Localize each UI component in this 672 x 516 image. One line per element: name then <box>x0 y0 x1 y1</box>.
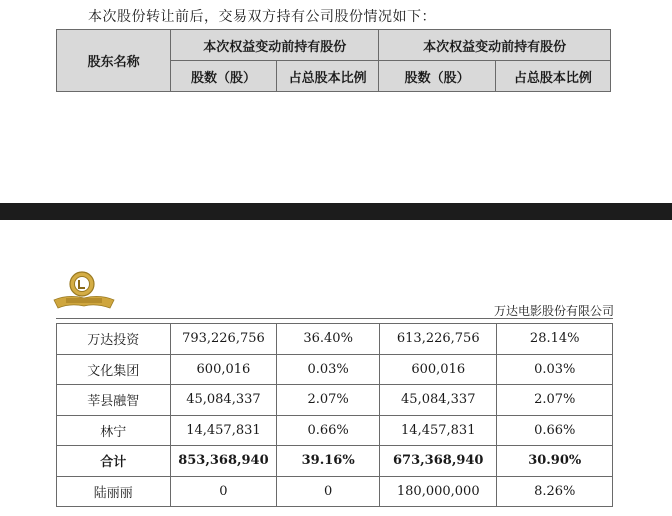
cell-after-shares: 613,226,756 <box>380 324 497 355</box>
cell-after-shares: 180,000,000 <box>380 476 497 507</box>
table-row <box>57 385 613 416</box>
header-after-ratio: 占总股本比例 <box>495 61 610 92</box>
shareholding-header-table <box>56 29 611 92</box>
header-group-before: 本次权益变动前持有股份 <box>171 30 379 61</box>
cell-before-ratio: 36.40% <box>277 324 380 355</box>
cell-before-shares: 853,368,940 <box>170 446 277 477</box>
cell-before-shares: 793,226,756 <box>170 324 277 355</box>
cell-after-ratio: 8.26% <box>497 476 613 507</box>
cell-before-ratio: 0.03% <box>277 354 380 385</box>
cell-name: 文化集团 <box>57 354 171 385</box>
cell-after-shares: 673,368,940 <box>380 446 497 477</box>
cell-name: 莘县融智 <box>57 385 171 416</box>
header-before-ratio: 占总股本比例 <box>276 61 378 92</box>
shareholding-data-table <box>56 323 613 507</box>
cell-before-ratio: 2.07% <box>277 385 380 416</box>
company-name: 万达电影股份有限公司 <box>493 304 614 318</box>
cell-after-ratio: 0.66% <box>497 415 613 446</box>
table-row <box>57 354 613 385</box>
table-row <box>57 415 613 446</box>
cell-before-ratio: 0.66% <box>277 415 380 446</box>
cell-name: 林宁 <box>57 415 171 446</box>
table-row <box>57 324 613 355</box>
cell-after-ratio: 0.03% <box>497 354 613 385</box>
cell-after-shares: 45,084,337 <box>380 385 497 416</box>
cell-before-ratio: 0 <box>277 476 380 507</box>
cell-before-ratio: 39.16% <box>277 446 380 477</box>
header-rule <box>56 318 613 319</box>
company-logo-icon <box>52 270 116 314</box>
header-shareholder-name: 股东名称 <box>57 30 171 92</box>
header-before-shares: 股数（股） <box>171 61 277 92</box>
cell-after-shares: 600,016 <box>380 354 497 385</box>
cell-before-shares: 600,016 <box>170 354 277 385</box>
cell-before-shares: 45,084,337 <box>170 385 277 416</box>
cell-after-ratio: 28.14% <box>497 324 613 355</box>
cell-name: 万达投资 <box>57 324 171 355</box>
header-group-after: 本次权益变动前持有股份 <box>379 30 611 61</box>
cell-after-ratio: 2.07% <box>497 385 613 416</box>
cell-before-shares: 14,457,831 <box>170 415 277 446</box>
cell-before-shares: 0 <box>170 476 277 507</box>
intro-text: 本次股份转让前后，交易双方持有公司股份情况如下： <box>88 9 436 25</box>
cell-after-shares: 14,457,831 <box>380 415 497 446</box>
cell-after-ratio: 30.90% <box>497 446 613 477</box>
page-break-band <box>0 203 672 220</box>
table-row <box>57 476 613 507</box>
cell-name: 合计 <box>57 446 171 477</box>
header-after-shares: 股数（股） <box>379 61 496 92</box>
cell-name: 陆丽丽 <box>57 476 171 507</box>
table-row-total <box>57 446 613 477</box>
